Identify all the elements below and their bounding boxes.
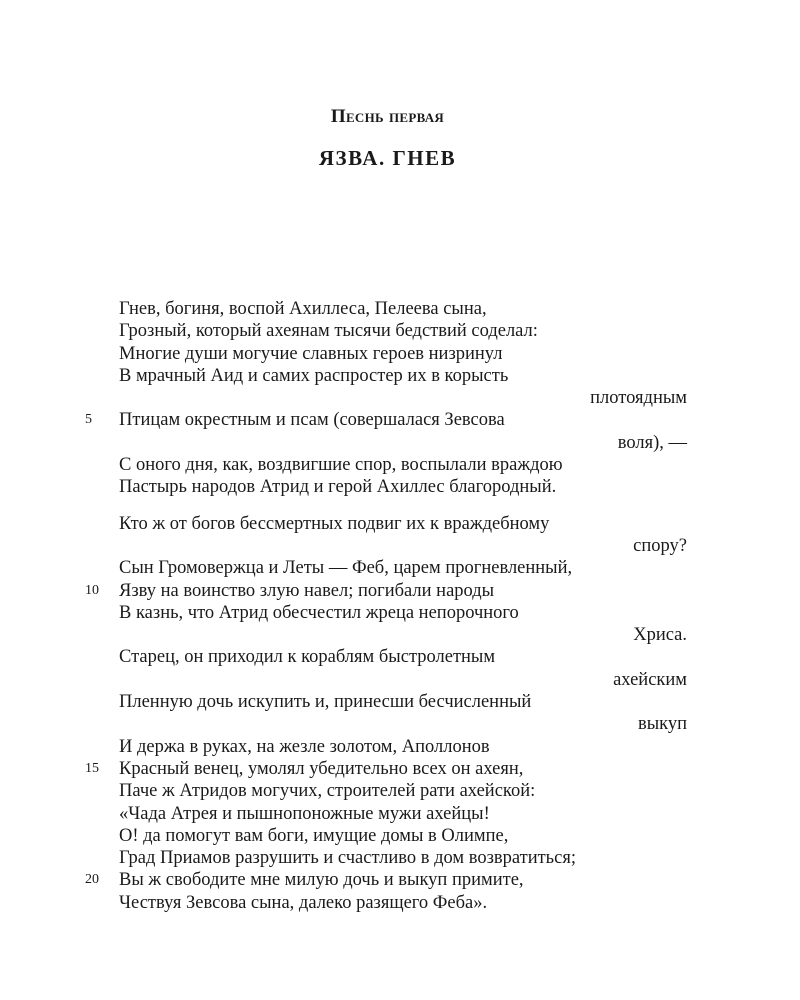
poem-line xyxy=(119,847,687,869)
line-text: Грозный, который ахеянам тысячи бедствий соделал: xyxy=(119,321,538,342)
poem-line-continuation xyxy=(119,669,687,691)
poem-line xyxy=(119,343,687,365)
line-number: 20 xyxy=(85,872,99,888)
poem-line-continuation xyxy=(119,387,687,409)
line-text: воля), — xyxy=(617,432,687,453)
poem-line xyxy=(119,602,687,624)
line-text: В казнь, что Атрид обесчестил жреца непорочного xyxy=(119,602,519,623)
chapter-title: ЯЗВА. ГНЕВ xyxy=(318,146,457,170)
line-text: выкуп xyxy=(637,714,687,735)
poem-text xyxy=(85,298,687,914)
poem-line xyxy=(119,825,687,847)
poem-line xyxy=(119,476,687,498)
song-heading: Песнь первая xyxy=(330,106,445,127)
line-text: Град Приамов разрушить и счастливо в дом возвратиться; xyxy=(119,848,576,869)
line-number: 5 xyxy=(85,412,92,428)
poem-line xyxy=(119,780,687,802)
poem-line xyxy=(119,298,687,320)
poem-line xyxy=(85,758,687,780)
line-text: Паче ж Атридов могучих, строителей рати ахейской: xyxy=(119,781,536,802)
line-text: О! да помогут вам боги, имущие домы в Олимпе, xyxy=(119,825,509,846)
line-number: 10 xyxy=(85,582,99,598)
poem-line xyxy=(85,869,687,891)
poem-line xyxy=(119,736,687,758)
line-number: 15 xyxy=(85,760,99,776)
line-text: Кто ж от богов бессмертных подвиг их к враждебному xyxy=(119,513,550,534)
poem-line xyxy=(119,646,687,668)
line-text: Хриса. xyxy=(633,625,687,646)
poem-line xyxy=(119,892,687,914)
poem-line xyxy=(119,513,687,535)
line-text: И держа в руках, на жезле золотом, Аполлонов xyxy=(119,736,490,757)
line-text: Многие души могучие славных героев низринул xyxy=(119,343,503,364)
line-text: В мрачный Аид и самих распростер их в корысть xyxy=(119,365,509,386)
line-text: Пленную дочь искупить и, принесши бесчисленный xyxy=(119,692,532,713)
line-text: Вы ж свободите мне милую дочь и выкуп примите, xyxy=(119,870,524,891)
poem-line-continuation xyxy=(119,432,687,454)
poem-line-continuation xyxy=(119,713,687,735)
line-text: С оного дня, как, воздвигшие спор, воспылали враждою xyxy=(119,455,563,476)
line-text: Сын Громовержца и Леты — Феб, царем прогневленный, xyxy=(119,558,573,579)
line-text: Гнев, богиня, воспой Ахиллеса, Пелеева сына, xyxy=(119,299,487,319)
line-text: «Чада Атрея и пышнопоножные мужи ахейцы! xyxy=(119,803,490,824)
poem-line xyxy=(119,320,687,342)
line-text: Красный венец, умолял убедительно всех он ахеян, xyxy=(119,758,524,779)
poem-line xyxy=(85,409,687,431)
poem-line-continuation xyxy=(119,624,687,646)
line-text: Язву на воинство злую навел; погибали народы xyxy=(119,580,495,601)
line-text: Чествуя Зевсова сына, далеко разящего Феба». xyxy=(119,892,488,913)
line-text: Пастырь народов Атрид и герой Ахиллес благородный. xyxy=(119,477,557,498)
line-text: спору? xyxy=(633,535,687,556)
poem-line xyxy=(119,454,687,476)
poem-line xyxy=(85,580,687,602)
line-text: плотоядным xyxy=(590,388,687,409)
poem-line xyxy=(119,803,687,825)
poem-line xyxy=(119,365,687,387)
poem-line-continuation xyxy=(119,535,687,557)
line-text: Птицам окрестным и псам (совершалася Зевсова xyxy=(119,410,505,431)
poem-line xyxy=(119,557,687,579)
poem-line xyxy=(119,691,687,713)
line-text: ахейским xyxy=(613,669,687,690)
line-text: Старец, он приходил к кораблям быстролетным xyxy=(119,647,496,668)
